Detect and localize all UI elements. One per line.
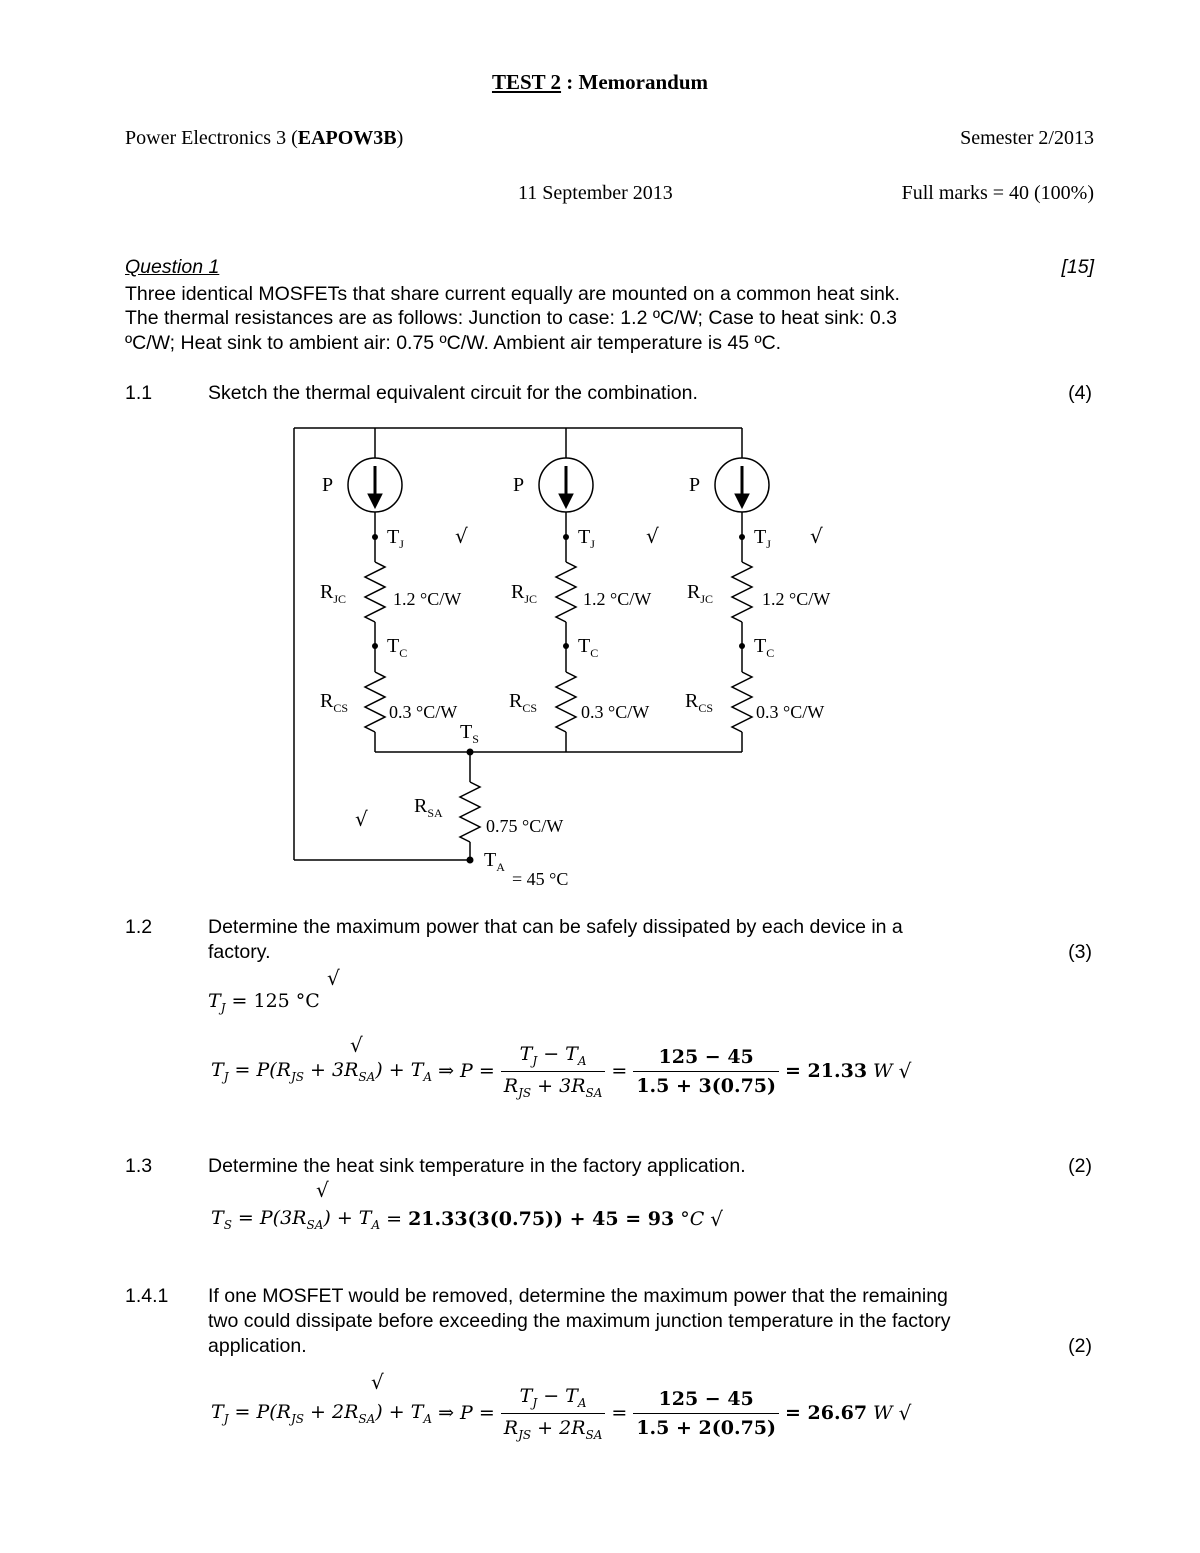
node-tc-2 xyxy=(563,643,569,649)
rcs-value-1: 0.3 °C/W xyxy=(389,702,458,722)
title-rest: : Memorandum xyxy=(561,70,709,94)
check-mark-eq3: √ xyxy=(316,1178,329,1202)
section-1-4-1-marks: (2) xyxy=(1068,1335,1092,1357)
section-1-4-1-text-3: application. xyxy=(208,1335,307,1357)
rcs-value-3: 0.3 °C/W xyxy=(756,702,825,722)
section-1-3-text: Determine the heat sink temperature in the factory application. xyxy=(208,1155,746,1177)
power-equation-two-devices: $T_J$ = $P(R_{JS} + 2R_{SA}) + T_A$ ⇒ P = $\frac{T_J - T_A}{R_{JS} + 2R_{SA}}$ = $\frac{125 - 45}{1.5 + 2(0.75)}$ = 26.67 W √ xyxy=(211,1384,912,1442)
rjc-label-3: $R_{JC}$ xyxy=(687,581,714,606)
rjc-value-3: 1.2 °C/W xyxy=(762,589,831,609)
full-marks: Full marks = 40 (100%) xyxy=(901,182,1094,204)
tj-label-1: $T_J$ xyxy=(387,526,404,551)
node-tj-1 xyxy=(372,534,378,540)
section-1-3-marks: (2) xyxy=(1068,1155,1092,1177)
power-equation-three-devices: $T_J$ = $P(R_{JS} + 3R_{SA}) + T_A$ ⇒ P = $\frac{T_J - T_A}{R_{JS} + 3R_{SA}}$ = $\frac{125 - 45}{1.5 + 3(0.75)}$ = 21.33 W √ xyxy=(211,1042,912,1100)
tj-label-2: $T_J$ xyxy=(578,526,595,551)
section-1-3-number: 1.3 xyxy=(125,1155,153,1177)
document-title xyxy=(0,70,1200,95)
tc-label-1: $T_C$ xyxy=(387,635,408,660)
section-1-2-marks: (3) xyxy=(1068,941,1092,963)
rsa-value: 0.75 °C/W xyxy=(486,816,564,836)
course-suffix: ) xyxy=(396,127,404,149)
check-mark-eq4: √ xyxy=(371,1370,384,1394)
ta-value: = 45 °C xyxy=(512,869,569,889)
node-ts xyxy=(467,749,474,756)
test-date: 11 September 2013 xyxy=(518,182,673,204)
section-1-1-number: 1.1 xyxy=(125,382,153,404)
course-name xyxy=(125,127,403,150)
section-1-4-1-text-2: two could dissipate before exceeding the maximum junction temperature in the factory xyxy=(208,1310,951,1332)
check-mark-2: √ xyxy=(646,524,659,548)
course-prefix: Power Electronics 3 ( xyxy=(125,127,298,149)
semester: Semester 2/2013 xyxy=(960,127,1094,149)
section-1-2-number: 1.2 xyxy=(125,916,153,938)
section-1-2-text-2: factory. xyxy=(208,941,271,963)
check-mark-4: √ xyxy=(355,807,368,831)
rjc-label-2: $R_{JC}$ xyxy=(511,581,538,606)
check-mark-tj-max: √ xyxy=(327,966,340,990)
ta-label: $T_A$ xyxy=(484,849,505,874)
question-label: Question 1 xyxy=(125,256,220,278)
course-code: EAPOW3B xyxy=(297,127,397,149)
node-ta xyxy=(467,857,474,864)
rsa-label: $R_{SA}$ xyxy=(414,795,443,820)
rcs-label-1: $R_{CS}$ xyxy=(320,690,349,715)
check-mark-eq2: √ xyxy=(350,1033,363,1057)
source-label-3: P xyxy=(689,474,701,496)
section-1-4-1-number: 1.4.1 xyxy=(125,1285,169,1307)
rcs-label-2: $R_{CS}$ xyxy=(509,690,538,715)
tc-label-3: $T_C$ xyxy=(754,635,775,660)
section-1-4-1-text-1: If one MOSFET would be removed, determine the maximum power that the remaining xyxy=(208,1285,948,1307)
rjc-label-1: $R_{JC}$ xyxy=(320,581,347,606)
check-mark-eq3-result: √ xyxy=(710,1207,723,1231)
ts-label: $T_S$ xyxy=(460,721,479,746)
check-mark-eq4-result: √ xyxy=(898,1401,912,1425)
tj-label-3: $T_J$ xyxy=(754,526,771,551)
rjc-value-2: 1.2 °C/W xyxy=(583,589,652,609)
rjc-value-1: 1.2 °C/W xyxy=(393,589,462,609)
check-mark-eq2-result: √ xyxy=(898,1059,912,1083)
tj-max-equation: $T_J = 125$ °C xyxy=(208,990,320,1015)
heat-sink-temperature-equation: $T_S$ = $P(3R_{SA}) + T_A$ = 21.33(3(0.75)) + 45 = 93 °C √ xyxy=(211,1206,723,1232)
node-tc-1 xyxy=(372,643,378,649)
intro-line-3: ºC/W; Heat sink to ambient air: 0.75 ºC/W. Ambient air temperature is 45 ºC. xyxy=(125,332,782,354)
section-1-1-text: Sketch the thermal equivalent circuit for the combination. xyxy=(208,382,698,404)
section-1-1-marks: (4) xyxy=(1068,382,1092,404)
node-tj-2 xyxy=(563,534,569,540)
check-mark-1: √ xyxy=(455,524,468,548)
node-tc-3 xyxy=(739,643,745,649)
title-main: TEST 2 xyxy=(491,70,562,94)
rcs-label-3: $R_{CS}$ xyxy=(685,690,714,715)
node-tj-3 xyxy=(739,534,745,540)
source-label-2: P xyxy=(513,474,525,496)
intro-line-2: The thermal resistances are as follows: Junction to case: 1.2 ºC/W; Case to heat sink: 0.3 xyxy=(125,307,897,329)
section-1-2-text-1: Determine the maximum power that can be safely dissipated by each device in a xyxy=(208,916,903,938)
question-marks: [15] xyxy=(1061,256,1094,278)
thermal-circuit-diagram xyxy=(280,420,880,900)
intro-line-1: Three identical MOSFETs that share current equally are mounted on a common heat sink. xyxy=(125,283,900,305)
source-label-1: P xyxy=(322,474,334,496)
rcs-value-2: 0.3 °C/W xyxy=(581,702,650,722)
tc-label-2: $T_C$ xyxy=(578,635,599,660)
check-mark-3: √ xyxy=(810,524,823,548)
